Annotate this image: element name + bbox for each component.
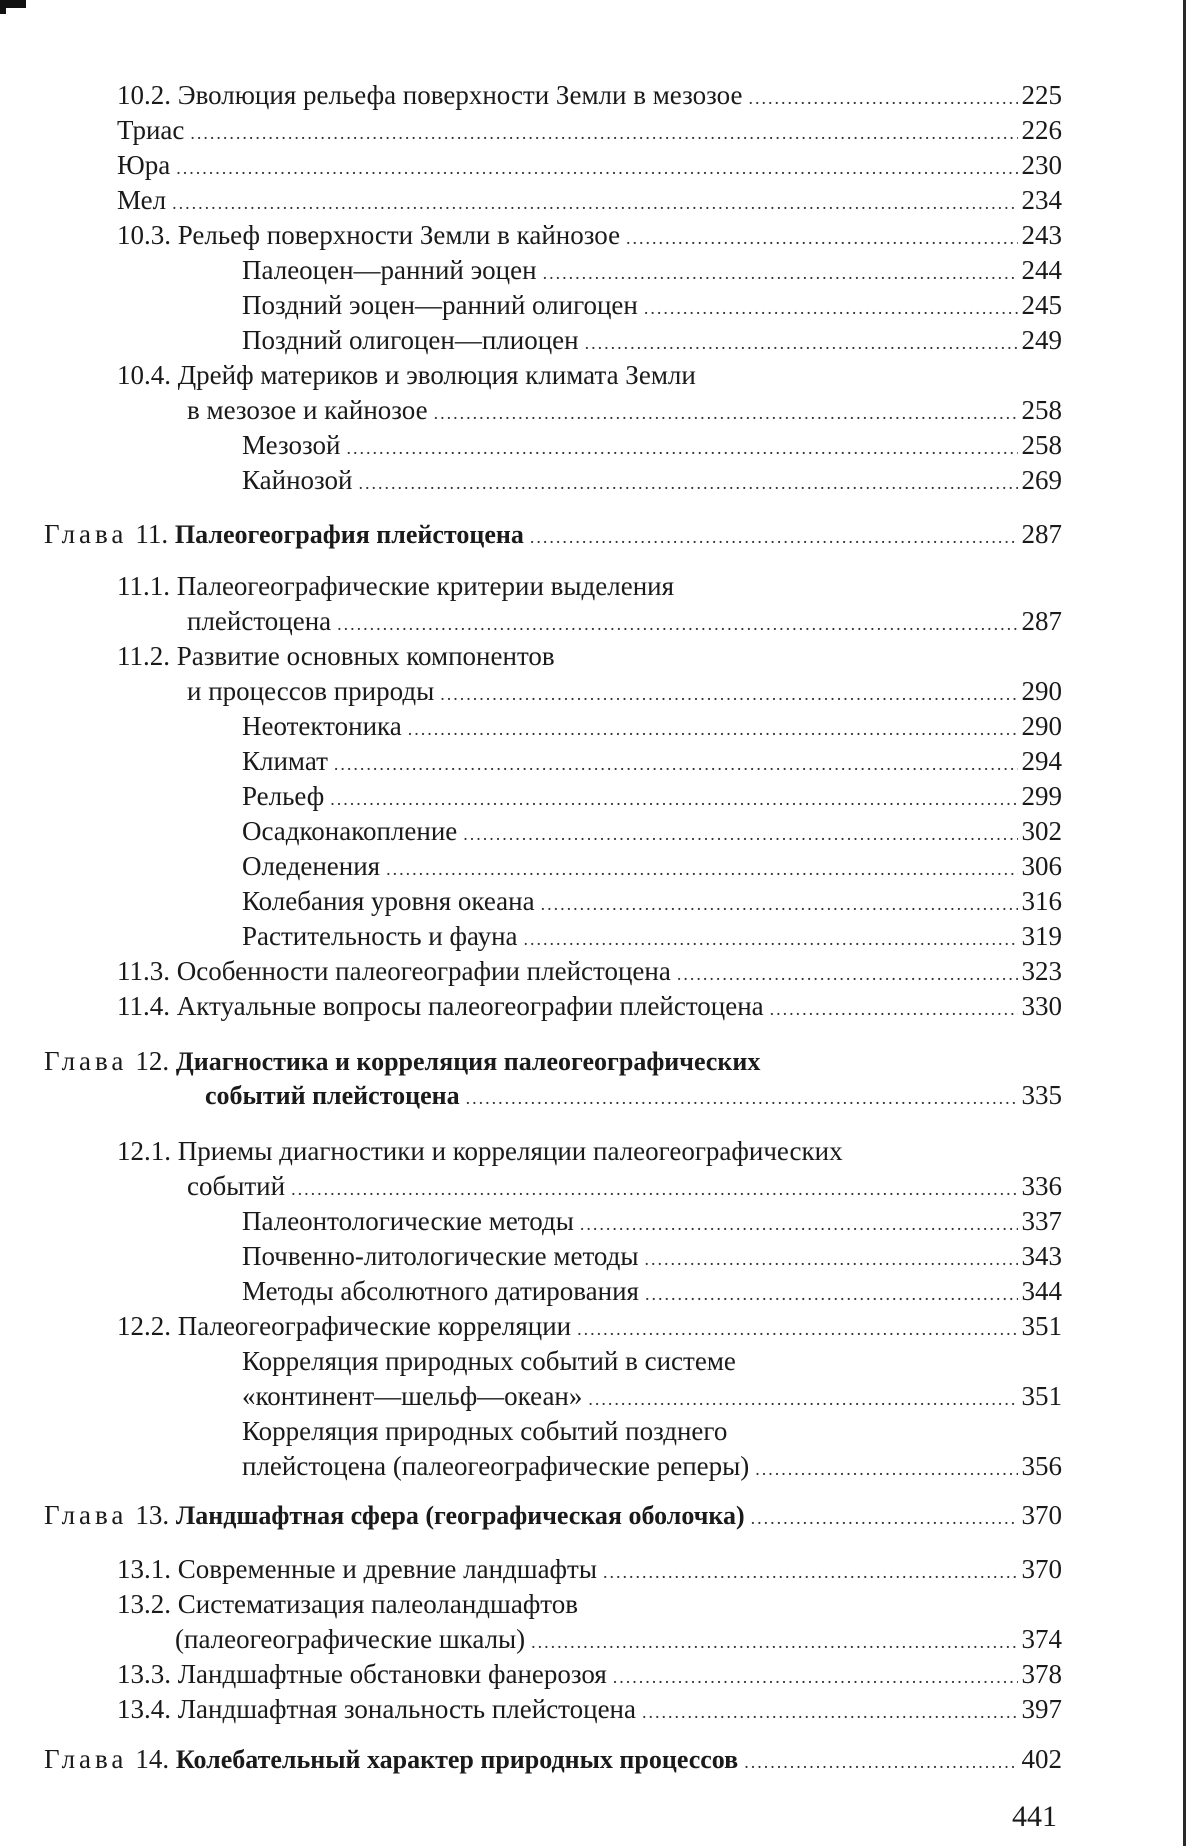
toc-entry-page: 230 <box>1021 150 1062 180</box>
toc-entry-page: 244 <box>1021 255 1062 285</box>
dot-leader <box>334 755 1018 773</box>
toc-entry-page: 269 <box>1021 465 1062 495</box>
toc-entry[interactable] <box>242 1453 1062 1480</box>
toc-entry[interactable] <box>242 467 1062 494</box>
toc-entry-page: 344 <box>1021 1276 1062 1306</box>
toc-entry-page: 287 <box>1021 519 1062 549</box>
toc-entry-page: 323 <box>1021 956 1062 986</box>
toc-entry-title: Методы абсолютного датирования <box>242 1276 639 1306</box>
toc-entry[interactable] <box>117 362 1062 389</box>
toc-entry-page: 290 <box>1021 711 1062 741</box>
dot-leader <box>588 1390 1017 1408</box>
toc-entry[interactable] <box>242 748 1062 775</box>
toc-entry-title: Триас <box>117 115 185 145</box>
toc-entry-title: 13.4. Ландшафтная зональность плейстоцена <box>117 1694 636 1724</box>
dot-leader <box>543 264 1018 282</box>
dot-leader <box>577 1320 1017 1338</box>
dot-leader <box>337 615 1017 633</box>
toc-entry-page: 336 <box>1021 1171 1062 1201</box>
toc-entry-title: плейстоцена (палеогеографические реперы) <box>242 1451 750 1481</box>
toc-entry[interactable] <box>242 818 1062 845</box>
chapter-word: Глава <box>44 1744 128 1774</box>
toc-entry-page: 337 <box>1021 1206 1062 1236</box>
toc-entry-page: 299 <box>1021 781 1062 811</box>
dot-leader <box>440 685 1017 703</box>
chapter-number: 14. <box>135 1744 170 1774</box>
dot-leader <box>677 965 1018 983</box>
dot-leader <box>190 124 1017 142</box>
dot-leader <box>644 299 1018 317</box>
toc-entry-page: 290 <box>1021 676 1062 706</box>
toc-entry-title: Климат <box>242 746 328 776</box>
toc-entry[interactable] <box>187 678 1062 705</box>
dot-leader <box>408 720 1018 738</box>
toc-entry[interactable] <box>187 397 1062 424</box>
toc-entry[interactable] <box>117 187 1062 214</box>
toc-entry-title: и процессов природы <box>187 676 435 706</box>
toc-entry-title: 12.2. Палеогеографические корреляции <box>117 1311 572 1341</box>
toc-entry-title: (палеогеографические шкалы) <box>175 1624 526 1654</box>
toc-entry[interactable] <box>117 1556 1062 1583</box>
toc-entry-title: Осадконакопление <box>242 816 458 846</box>
chapter-word: Глава <box>44 519 128 549</box>
toc-entry[interactable] <box>117 1313 1062 1340</box>
dot-leader <box>291 1180 1017 1198</box>
toc-entry-page: 351 <box>1021 1381 1062 1411</box>
toc-entry[interactable] <box>117 958 1062 985</box>
toc-entry[interactable] <box>117 993 1062 1020</box>
dot-leader <box>748 89 1017 107</box>
toc-entry-title: 13.3. Ландшафтные обстановки фанерозоя <box>117 1659 607 1689</box>
toc-entry-title: в мезозое и кайнозое <box>187 395 428 425</box>
toc-entry-title: Палеонтологические методы <box>242 1206 574 1236</box>
dot-leader <box>755 1460 1017 1478</box>
toc-entry-page: 249 <box>1021 325 1062 355</box>
toc-entry-page: 374 <box>1021 1624 1062 1654</box>
toc-entry[interactable] <box>242 327 1062 354</box>
dot-leader <box>524 930 1018 948</box>
toc-entry[interactable] <box>242 783 1062 810</box>
toc-entry-page: 294 <box>1021 746 1062 776</box>
toc-entry-page: 316 <box>1021 886 1062 916</box>
toc-entry-title: 10.2. Эволюция рельефа поверхности Земли в мезозое <box>117 80 743 110</box>
toc-entry-title: Неотектоника <box>242 711 402 741</box>
toc-entry-title: Корреляция природных событий позднего <box>242 1416 728 1446</box>
toc-entry-title: 11.2. Развитие основных компонентов <box>117 641 555 671</box>
toc-entry-title: 12.1. Приемы диагностики и корреляции палеогеографических <box>117 1136 843 1166</box>
toc-entry[interactable] <box>242 1418 1062 1445</box>
dot-leader <box>172 194 1017 212</box>
toc-entry[interactable] <box>117 117 1062 144</box>
chapter-number: 11. <box>135 519 169 549</box>
toc-entry[interactable] <box>117 222 1062 249</box>
toc-entry[interactable] <box>242 257 1062 284</box>
toc-entry-title: Рельеф <box>242 781 325 811</box>
toc-entry-title: Мел <box>117 185 167 215</box>
dot-leader <box>531 1633 1017 1651</box>
dot-leader <box>463 825 1017 843</box>
toc-entry-title: Юра <box>117 150 171 180</box>
toc-entry-title: «континент—шельф—океан» <box>242 1381 583 1411</box>
toc-entry[interactable] <box>117 1661 1062 1688</box>
toc-entry[interactable] <box>117 643 1062 670</box>
dot-leader <box>603 1563 1018 1581</box>
toc-entry[interactable] <box>187 608 1062 635</box>
chapter-title: Колебательный характер природных процессов <box>175 1745 739 1774</box>
toc-entry-title: Мезозой <box>242 430 341 460</box>
dot-leader <box>644 1250 1017 1268</box>
toc-entry[interactable] <box>242 1348 1062 1375</box>
toc-entry-title: Корреляция природных событий в системе <box>242 1346 736 1376</box>
toc-entry-page: 378 <box>1021 1659 1062 1689</box>
toc-entry-page: 306 <box>1021 851 1062 881</box>
dot-leader <box>359 474 1018 492</box>
toc-entry-title: Оледенения <box>242 851 381 881</box>
toc-entry-page: 356 <box>1021 1451 1062 1481</box>
toc-entry-title: Поздний эоцен—ранний олигоцен <box>242 290 638 320</box>
toc-entry-page: 243 <box>1021 220 1062 250</box>
toc-entry-page: 351 <box>1021 1311 1062 1341</box>
dot-leader <box>434 404 1018 422</box>
toc-entry[interactable] <box>117 573 1062 600</box>
toc-entry[interactable] <box>187 1173 1062 1200</box>
toc-entry-page: 226 <box>1021 115 1062 145</box>
toc-entry-title: Палеоцен—ранний эоцен <box>242 255 537 285</box>
chapter-number: 13. <box>135 1500 170 1530</box>
toc-entry-page: 370 <box>1021 1500 1062 1530</box>
toc-chapter-11[interactable] <box>44 521 1062 548</box>
toc-entry-page: 319 <box>1021 921 1062 951</box>
toc-entry[interactable] <box>117 82 1062 109</box>
toc-entry-title: 13.1. Современные и древние ландшафты <box>117 1554 597 1584</box>
dot-leader <box>770 1000 1018 1018</box>
toc-entry-page: 343 <box>1021 1241 1062 1271</box>
toc-entry-title: 10.3. Рельеф поверхности Земли в кайнозое <box>117 220 621 250</box>
dot-leader <box>176 159 1017 177</box>
toc-entry-title: 11.3. Особенности палеогеографии плейстоцена <box>117 956 671 986</box>
toc-entry[interactable] <box>242 713 1062 740</box>
toc-entry[interactable] <box>242 1278 1062 1305</box>
dot-leader <box>613 1668 1018 1686</box>
toc-entry-title: Колебания уровня океана <box>242 886 535 916</box>
dot-leader <box>744 1753 1017 1771</box>
toc-entry-title: Растительность и фауна <box>242 921 518 951</box>
toc-chapter-12-cont[interactable] <box>205 1082 1062 1109</box>
toc-entry[interactable] <box>242 1383 1062 1410</box>
chapter-title: событий плейстоцена <box>205 1081 460 1110</box>
dot-leader <box>751 1509 1018 1527</box>
toc-entry[interactable] <box>242 292 1062 319</box>
toc-entry-page: 302 <box>1021 816 1062 846</box>
dot-leader <box>626 229 1017 247</box>
chapter-word: Глава <box>44 1046 128 1076</box>
dot-leader <box>645 1285 1018 1303</box>
toc-entry-page: 402 <box>1021 1744 1062 1774</box>
toc-entry[interactable] <box>242 1208 1062 1235</box>
chapter-title: Палеогеография плейстоцена <box>174 520 524 549</box>
toc-entry[interactable] <box>242 923 1062 950</box>
toc-entry-page: 245 <box>1021 290 1062 320</box>
toc-entry[interactable] <box>175 1626 1062 1653</box>
chapter-word: Глава <box>44 1500 128 1530</box>
chapter-number: 12. <box>135 1046 170 1076</box>
toc-entry[interactable] <box>117 152 1062 179</box>
toc-entry[interactable] <box>242 1243 1062 1270</box>
toc-entry-title: Почвенно-литологические методы <box>242 1241 639 1271</box>
toc-entry[interactable] <box>242 888 1062 915</box>
dot-leader <box>541 895 1018 913</box>
toc-entry-title: 13.2. Систематизация палеоландшафтов <box>117 1589 579 1619</box>
toc-entry-title: Поздний олигоцен—плиоцен <box>242 325 579 355</box>
toc-entry-page: 258 <box>1021 395 1062 425</box>
toc-entry-title: 10.4. Дрейф материков и эволюция климата Земли <box>117 360 696 390</box>
toc-entry-title: плейстоцена <box>187 606 332 636</box>
page-number: 441 <box>1012 1800 1057 1833</box>
toc-entry-page: 370 <box>1021 1554 1062 1584</box>
dot-leader <box>580 1215 1018 1233</box>
toc-entry[interactable] <box>117 1591 1062 1618</box>
toc-entry[interactable] <box>117 1696 1062 1723</box>
toc-entry[interactable] <box>242 432 1062 459</box>
toc-chapter-14[interactable] <box>44 1746 1062 1773</box>
toc-entry-page: 258 <box>1021 430 1062 460</box>
toc-entry-title: Кайнозой <box>242 465 353 495</box>
toc-entry[interactable] <box>242 853 1062 880</box>
dot-leader <box>386 860 1017 878</box>
toc-chapter-12[interactable] <box>44 1048 1062 1075</box>
dot-leader <box>530 528 1018 546</box>
dot-leader <box>466 1089 1018 1107</box>
toc-entry[interactable] <box>117 1138 1062 1165</box>
dot-leader <box>346 439 1017 457</box>
toc-entry-page: 287 <box>1021 606 1062 636</box>
dot-leader <box>330 790 1017 808</box>
toc-entry-page: 330 <box>1021 991 1062 1021</box>
toc-entry-page: 234 <box>1021 185 1062 215</box>
toc-entry-page: 225 <box>1021 80 1062 110</box>
dot-leader <box>642 1703 1018 1721</box>
dot-leader <box>585 334 1018 352</box>
toc-entry-page: 335 <box>1021 1080 1062 1110</box>
toc-entry-title: событий <box>187 1171 286 1201</box>
toc-entry-page: 397 <box>1021 1694 1062 1724</box>
chapter-title: Диагностика и корреляция палеогеографических <box>175 1047 761 1076</box>
chapter-title: Ландшафтная сфера (географическая оболочка) <box>175 1501 745 1530</box>
toc-entry-title: 11.4. Актуальные вопросы палеогеографии плейстоцена <box>117 991 764 1021</box>
toc-chapter-13[interactable] <box>44 1502 1062 1529</box>
toc-entry-title: 11.1. Палеогеографические критерии выделения <box>117 571 675 601</box>
